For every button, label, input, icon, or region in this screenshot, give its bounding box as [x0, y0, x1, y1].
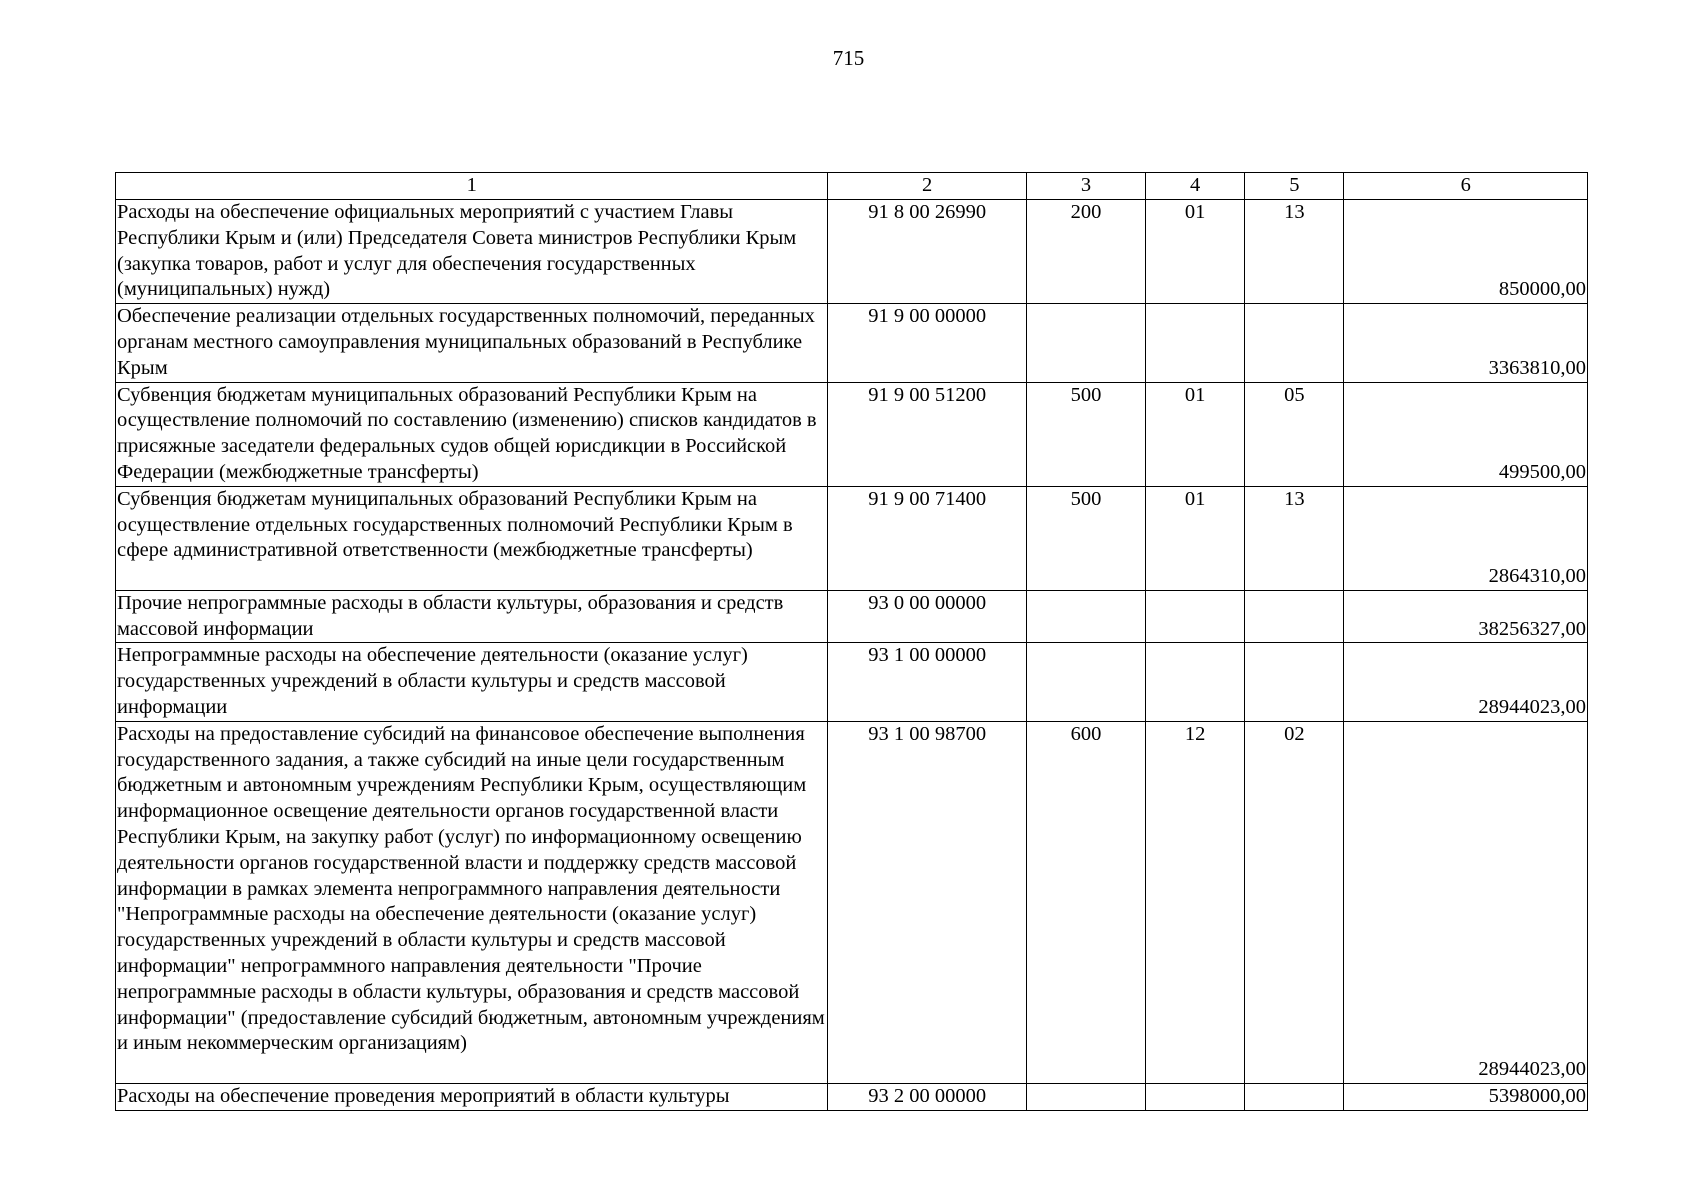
section-code: [1146, 1083, 1245, 1110]
amount: 5398000,00: [1344, 1083, 1588, 1110]
section-code: [1146, 304, 1245, 382]
subsection-code: [1245, 643, 1344, 721]
expense-type-code: [1026, 304, 1145, 382]
section-code: 01: [1146, 486, 1245, 590]
expense-type-code: 500: [1026, 486, 1145, 590]
expense-name: Субвенция бюджетам муниципальных образований Республики Крым на осуществление отдельных государственных полномочий Республики Крым в сфере административной ответственности (межбюджетные трансферты): [116, 486, 828, 590]
column-header: 6: [1344, 173, 1588, 200]
expense-name: Непрограммные расходы на обеспечение деятельности (оказание услуг) государственных учреждений в области культуры и средств массовой информации: [116, 643, 828, 721]
target-code: 91 8 00 26990: [828, 200, 1026, 304]
target-code: 91 9 00 71400: [828, 486, 1026, 590]
expense-type-code: [1026, 590, 1145, 643]
expense-name: Расходы на обеспечение проведения мероприятий в области культуры: [116, 1083, 828, 1110]
target-code: 93 1 00 00000: [828, 643, 1026, 721]
expense-name: Прочие непрограммные расходы в области культуры, образования и средств массовой информации: [116, 590, 828, 643]
expense-type-code: 200: [1026, 200, 1145, 304]
table-row: [116, 200, 1588, 304]
table-row: [116, 304, 1588, 382]
table-row: [116, 721, 1588, 1083]
target-code: 91 9 00 51200: [828, 382, 1026, 486]
expense-name: Обеспечение реализации отдельных государственных полномочий, переданных органам местного самоуправления муниципальных образований в Республике Крым: [116, 304, 828, 382]
section-code: 01: [1146, 382, 1245, 486]
amount: 38256327,00: [1344, 590, 1588, 643]
table-row: [116, 590, 1588, 643]
expense-type-code: [1026, 1083, 1145, 1110]
expense-type-code: [1026, 643, 1145, 721]
section-code: [1146, 643, 1245, 721]
subsection-code: 13: [1245, 200, 1344, 304]
column-header: 1: [116, 173, 828, 200]
table-header-row: [116, 173, 1588, 200]
table-row: [116, 486, 1588, 590]
target-code: 93 1 00 98700: [828, 721, 1026, 1083]
amount: 850000,00: [1344, 200, 1588, 304]
subsection-code: [1245, 1083, 1344, 1110]
expense-type-code: 500: [1026, 382, 1145, 486]
subsection-code: 13: [1245, 486, 1344, 590]
amount: 499500,00: [1344, 382, 1588, 486]
section-code: 12: [1146, 721, 1245, 1083]
amount: 2864310,00: [1344, 486, 1588, 590]
subsection-code: 02: [1245, 721, 1344, 1083]
subsection-code: [1245, 304, 1344, 382]
budget-table: [115, 172, 1588, 1111]
target-code: 93 2 00 00000: [828, 1083, 1026, 1110]
column-header: 3: [1026, 173, 1145, 200]
table-row: [116, 1083, 1588, 1110]
column-header: 4: [1146, 173, 1245, 200]
subsection-code: 05: [1245, 382, 1344, 486]
page-number: 715: [832, 46, 865, 70]
amount: 28944023,00: [1344, 721, 1588, 1083]
expense-name: Расходы на обеспечение официальных мероприятий с участием Главы Республики Крым и (или) Председателя Совета министров Республики Крым (закупка товаров, работ и услуг для обеспечения государственных (муниципальных) нужд): [116, 200, 828, 304]
expense-name: Расходы на предоставление субсидий на финансовое обеспечение выполнения государственного задания, а также субсидий на иные цели государственным бюджетным и автономным учреждениям Республики Крым, осуществляющим информационное освещение деятельности органов государственной власти Республики Крым, на закупку работ (услуг) по информационному освещению деятельности органов государственной власти и поддержку средств массовой информации в рамках элемента непрограммного направления деятельности "Непрограммные расходы на обеспечение деятельности (оказание услуг) государственных учреждений в области культуры и средств массовой информации" непрограммного направления деятельности "Прочие непрограммные расходы в области культуры, образования и средств массовой информации" (предоставление субсидий бюджетным, автономным учреждениям и иным некоммерческим организациям): [116, 721, 828, 1083]
column-header: 2: [828, 173, 1026, 200]
section-code: [1146, 590, 1245, 643]
column-header: 5: [1245, 173, 1344, 200]
expense-type-code: 600: [1026, 721, 1145, 1083]
amount: 3363810,00: [1344, 304, 1588, 382]
table-row: [116, 382, 1588, 486]
section-code: 01: [1146, 200, 1245, 304]
expense-name: Субвенция бюджетам муниципальных образований Республики Крым на осуществление полномочий по составлению (изменению) списков кандидатов в присяжные заседатели федеральных судов общей юрисдикции в Российской Федерации (межбюджетные трансферты): [116, 382, 828, 486]
target-code: 91 9 00 00000: [828, 304, 1026, 382]
target-code: 93 0 00 00000: [828, 590, 1026, 643]
amount: 28944023,00: [1344, 643, 1588, 721]
subsection-code: [1245, 590, 1344, 643]
table-row: [116, 643, 1588, 721]
